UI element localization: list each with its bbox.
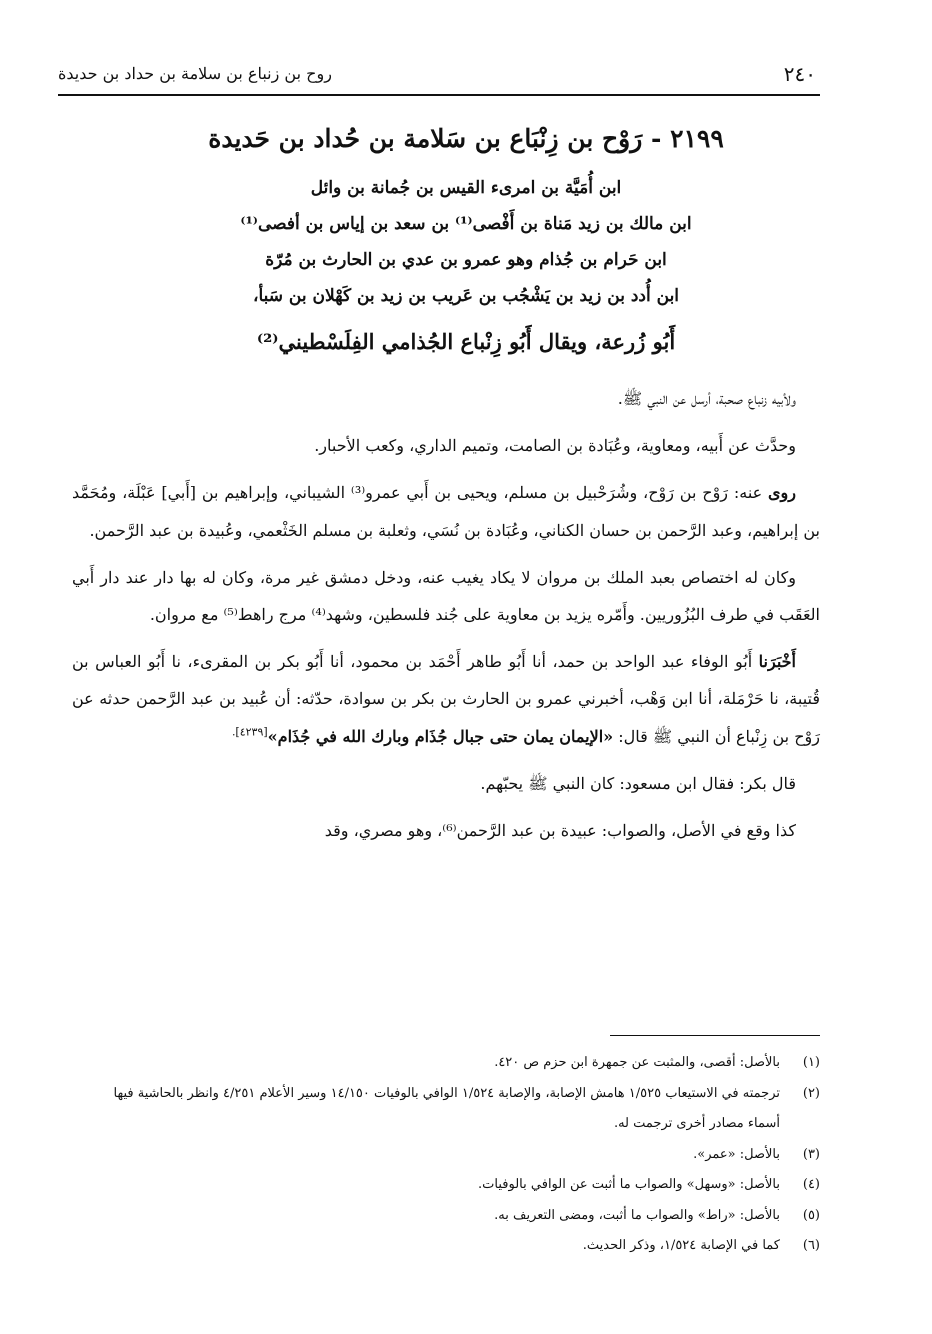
footnote-text: بالأصل: «راط» والصواب ما أثبت، ومضى التعريف به. [494, 1207, 780, 1223]
footnote [78, 1140, 820, 1171]
keyword: أَخْبَرَنا [758, 652, 796, 672]
lineage-line: ابن أُدد بن زيد بن يَشْجُب بن عَريب بن زيد بن كَهْلان بن سَبأ، [252, 286, 680, 306]
paragraph: وحدَّث عن أَبيه، ومعاوية، وعُبَادة بن الصامت، وتميم الداري، وكعب الأحبار. [314, 436, 796, 456]
keyword: روى [768, 483, 797, 503]
lineage-line: ابن أُمَيَّة بن امرىء القيس بن جُمانة بن وائل [310, 178, 622, 198]
entry-title: ٢١٩٩ - رَوْح بن زِنْبَاع بن سَلامة بن حُداد بن حَديدة [208, 124, 724, 153]
footnote-number: (٣) [802, 1146, 820, 1162]
paragraph-text: أَبُو الوفاء عبد الواحد بن حمد، أنا أَبُو طاهر أَحْمَد بن محمود، أنا أَبُو بكر بن المقرىء، نا أَبُو العباس بن قُتيبة، نا حَرْمَلة، أنا ابن وَهْب، أخبرني عمرو بن الحارث بن بكر بن سوادة، حدّثه: أن عُبيد بن عبد الرَّحمن حدثه عن رَوْح بن زِنْباع أن النبي ﷺ قال: [72, 652, 820, 746]
paragraph: وكان له اختصاص بعبد الملك بن مروان لا يكاد يغيب عنه، ودخل دمشق غير مرة، وكان له بها دار عند دار أَبي العَقَب في طرف البُزُوريين. وأَمّره يزيد بن معاوية على جُند فلسطين، وشهد⁽⁴⁾ مرج راهط⁽⁵⁾ مع مروان. [72, 567, 820, 625]
lineage-block [110, 170, 822, 314]
page-header [58, 62, 820, 96]
body-text [72, 380, 820, 859]
footnote-text: بالأصل: أقصى، والمثبت عن جمهرة ابن حزم ص ٤٢٠. [494, 1055, 780, 1070]
paragraph: ولأبيه زنباع صحبة، أرسل عن النبي ﷺ. [617, 389, 796, 408]
page-number: ٢٤٠ [783, 62, 816, 86]
footnote-text: بالأصل: «وسهل» والصواب ما أثبت عن الوافي بالوفيات. [478, 1177, 780, 1192]
footnote [78, 1048, 820, 1079]
footnotes [78, 1048, 820, 1262]
footnote-number: (٤) [802, 1177, 820, 1192]
footnote-text: ترجمته في الاستيعاب ١/٥٢٥ هامش الإصابة، والإصابة ١/٥٢٤ الوافي بالوفيات ١٤/١٥٠ وسير الأعلام ٤/٢٥١ وانظر بالحاشية فيها أسماء مصادر أخرى ترجمت له. [113, 1085, 780, 1131]
paragraph-text: عنه: رَوْح بن رَوْح، وشُرَحْبيل بن مسلم، ويحيى بن أَبي عمرو⁽³⁾ الشيباني، وإبراهيم بن [أَبي] عَبْلَة، ومُحَمَّد بن إبراهيم، وعبد الرَّحمن بن حسان الكناني، وعُبَادة بن نُسَي، وثعلبة بن مسلم الخَثْعمي، وعُبيدة بن عبد الرَّحمن. [72, 483, 820, 540]
paragraph: قال بكر: فقال ابن مسعود: كان النبي ﷺ يحبّهم. [480, 773, 796, 793]
footnote-text: كما في الإصابة ١/٥٢٤، وذكر الحديث. [582, 1238, 780, 1253]
footnote [78, 1201, 820, 1232]
footnote-text: بالأصل: «عمر». [693, 1146, 780, 1162]
hadith-ref: [٤٢٣٩]. [231, 725, 268, 739]
paragraph [72, 643, 820, 755]
footnote [78, 1231, 820, 1262]
footnote-separator [610, 1035, 820, 1036]
paragraph [72, 474, 820, 548]
lineage-line: ابن مالك بن زيد مَناة بن أَفْصى⁽¹⁾ بن سعد بن إياس بن أفصى⁽¹⁾ [240, 214, 692, 234]
footnote-number: (٦) [802, 1238, 820, 1253]
kunya-line: أَبُو زُرعة، ويقال أَبُو زِنْباع الجُذامي الفِلَسْطيني⁽²⁾ [256, 329, 676, 354]
footnote-number: (١) [802, 1055, 820, 1070]
footnote [78, 1079, 820, 1140]
running-title: روح بن زنباع بن سلامة بن حداد بن حديدة [58, 64, 332, 83]
footnote-number: (٥) [802, 1207, 820, 1223]
lineage-line: ابن حَرام بن جُذام وهو عمرو بن عدي بن الحارث بن مُرّة [265, 250, 667, 270]
footnote-number: (٢) [802, 1085, 820, 1101]
paragraph: كذا وقع في الأصل، والصواب: عبيدة بن عبد الرَّحمن⁽⁶⁾، وهو مصري، وقد [324, 821, 796, 841]
hadith-text: «الإيمان يمان حتى جبال جُذَام وبارك الله في جُذَام» [267, 726, 614, 746]
footnote [78, 1170, 820, 1201]
